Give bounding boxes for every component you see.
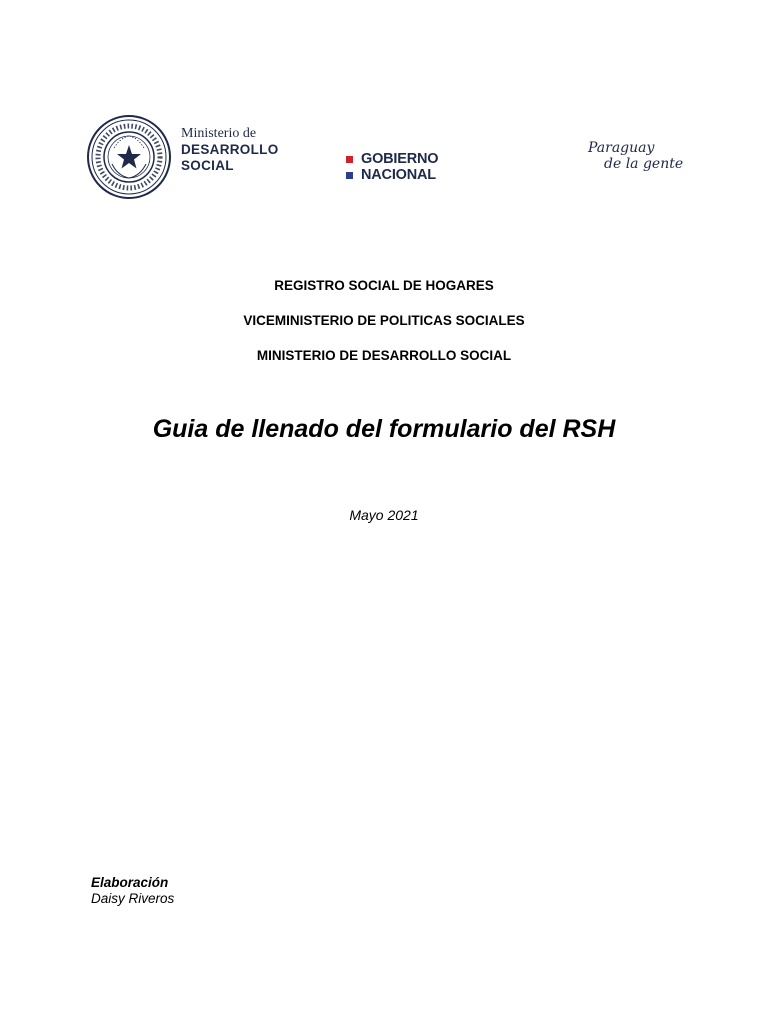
document-date: Mayo 2021 [349,507,419,523]
heading-ministerio: MINISTERIO DE DESARROLLO SOCIAL [256,348,512,363]
paraguay-de-la-gente-logo [588,140,683,172]
author-label: Elaboración [91,875,169,890]
slogan-line2: de la gente [604,156,684,173]
author-name: Daisy Riveros [91,890,175,906]
gobierno-line1: GOBIERNO [361,151,439,167]
gobierno-line2: NACIONAL [361,167,436,183]
gobierno-nacional-logo [346,151,438,183]
red-square-icon [346,156,353,163]
author-block [91,875,174,907]
heading-viceministerio: VICEMINISTERIO DE POLITICAS SOCIALES [243,313,525,328]
slogan-line1: Paraguay [588,140,655,156]
ministerio-line1: Ministerio de [181,126,257,141]
ministerio-line2: DESARROLLO [181,142,279,158]
blue-square-icon [346,172,353,179]
document-title: Guia de llenado del formulario del RSH [152,415,616,443]
ministerio-line3: SOCIAL [181,157,234,173]
logo-header [0,100,768,220]
heading-registro: REGISTRO SOCIAL DE HOGARES [274,278,494,293]
national-seal-icon [86,114,172,200]
ministerio-logo-text [181,126,279,173]
